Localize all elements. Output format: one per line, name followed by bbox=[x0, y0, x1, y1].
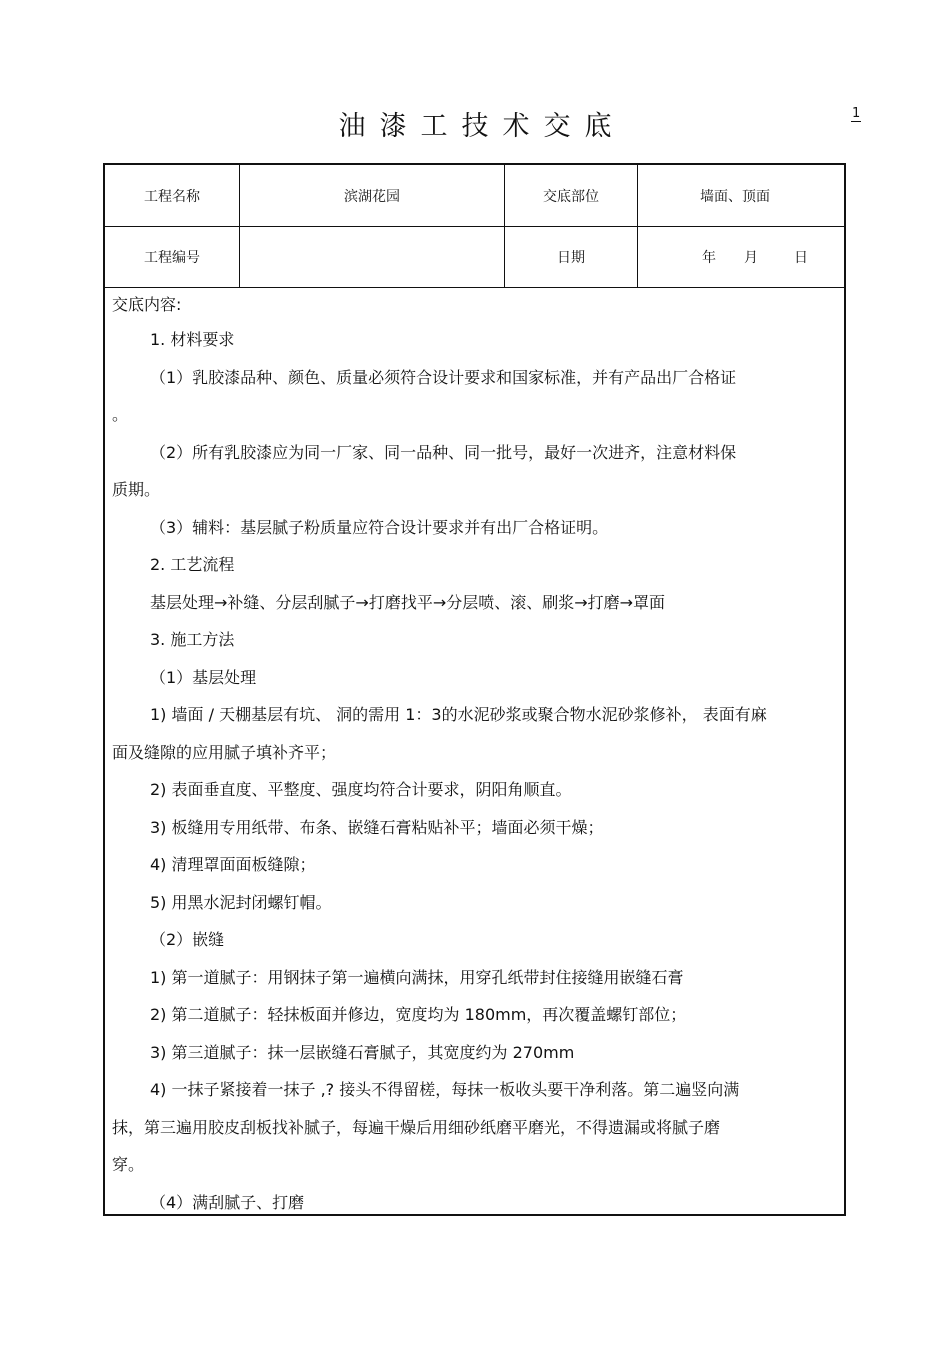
date-label: 日期 bbox=[557, 250, 585, 266]
project-no-label: 工程编号 bbox=[144, 250, 200, 266]
content-line: 基层处理→补缝、分层刮腻子→打磨找平→分层喷、滚、刷浆→打磨→罩面 bbox=[150, 592, 666, 612]
content-line: （2）所有乳胶漆应为同一厂家、同一品种、同一批号，最好一次进齐，注意材料保 bbox=[150, 442, 737, 462]
content-line: 3) 第三道腻子：抹一层嵌缝石膏腻子，其宽度约为 270mm bbox=[150, 1042, 575, 1062]
content-line: 穿。 bbox=[112, 1155, 145, 1174]
content-line: 1) 第一道腻子：用钢抹子第一遍横向满抹，用穿孔纸带封住接缝用嵌缝石膏 bbox=[150, 967, 684, 987]
content-line: 2) 表面垂直度、平整度、强度均符合计要求，阴阳角顺直。 bbox=[150, 780, 572, 799]
content-line: 。 bbox=[112, 405, 129, 424]
content-line: （1）乳胶漆品种、颜色、质量必须符合设计要求和国家标准，并有产品出厂合格证 bbox=[150, 367, 737, 387]
content-line: 1) 墙面 / 天棚基层有坑、 洞的需用 1：3的水泥砂浆或聚合物水泥砂浆修补， 表面有麻 bbox=[150, 705, 767, 724]
date-year: 年 bbox=[702, 250, 716, 266]
project-no-value bbox=[240, 227, 504, 287]
content-line: 面及缝隙的应用腻子填补齐平； bbox=[112, 742, 337, 762]
project-name-label: 工程名称 bbox=[144, 188, 200, 205]
content-line: 5) 用黑水泥封闭螺钉帽。 bbox=[150, 892, 332, 912]
content-line: 4) 清理罩面面板缝隙； bbox=[150, 855, 316, 874]
content-line: （2）嵌缝 bbox=[150, 930, 225, 949]
content-line: （1）基层处理 bbox=[150, 667, 257, 687]
date-day: 日 bbox=[794, 250, 808, 266]
disclosure-table bbox=[103, 163, 846, 1216]
content-lines bbox=[107, 321, 842, 1221]
content-line: 抹，第三遍用胶皮刮板找补腻子，每遍干燥后用细砂纸磨平磨光，不得遗漏或将腻子磨 bbox=[112, 1117, 721, 1137]
date-month: 月 bbox=[744, 250, 758, 266]
content-line: 2. 工艺流程 bbox=[150, 555, 235, 574]
content-line: 1. 材料要求 bbox=[150, 330, 235, 349]
content-line: 3. 施工方法 bbox=[150, 630, 235, 649]
disclosure-content bbox=[107, 289, 842, 1221]
content-line: 质期。 bbox=[112, 480, 161, 499]
content-line: （3）辅料：基层腻子粉质量应符合设计要求并有出厂合格证明。 bbox=[150, 517, 609, 537]
content-heading: 交底内容: bbox=[112, 295, 182, 314]
content-line: 4) 一抹子紧接着一抹子 ,? 接头不得留槎，每抹一板收头要干净利落。第二遍竖向满 bbox=[150, 1080, 740, 1099]
content-line: （4）满刮腻子、打磨 bbox=[150, 1192, 305, 1212]
row-divider bbox=[105, 287, 844, 288]
content-line: 3) 板缝用专用纸带、布条、嵌缝石膏粘贴补平；墙面必须干燥； bbox=[150, 817, 604, 837]
content-line: 2) 第二道腻子：轻抹板面并修边，宽度均为 180mm，再次覆盖螺钉部位； bbox=[150, 1005, 687, 1024]
document-title: 油漆工技术交底 bbox=[338, 111, 626, 142]
date-value bbox=[638, 227, 844, 287]
location-value: 墙面、顶面 bbox=[700, 188, 770, 205]
project-name-value: 滨湖花园 bbox=[344, 188, 400, 205]
page-number: 1 bbox=[852, 106, 861, 121]
location-label: 交底部位 bbox=[543, 188, 599, 205]
